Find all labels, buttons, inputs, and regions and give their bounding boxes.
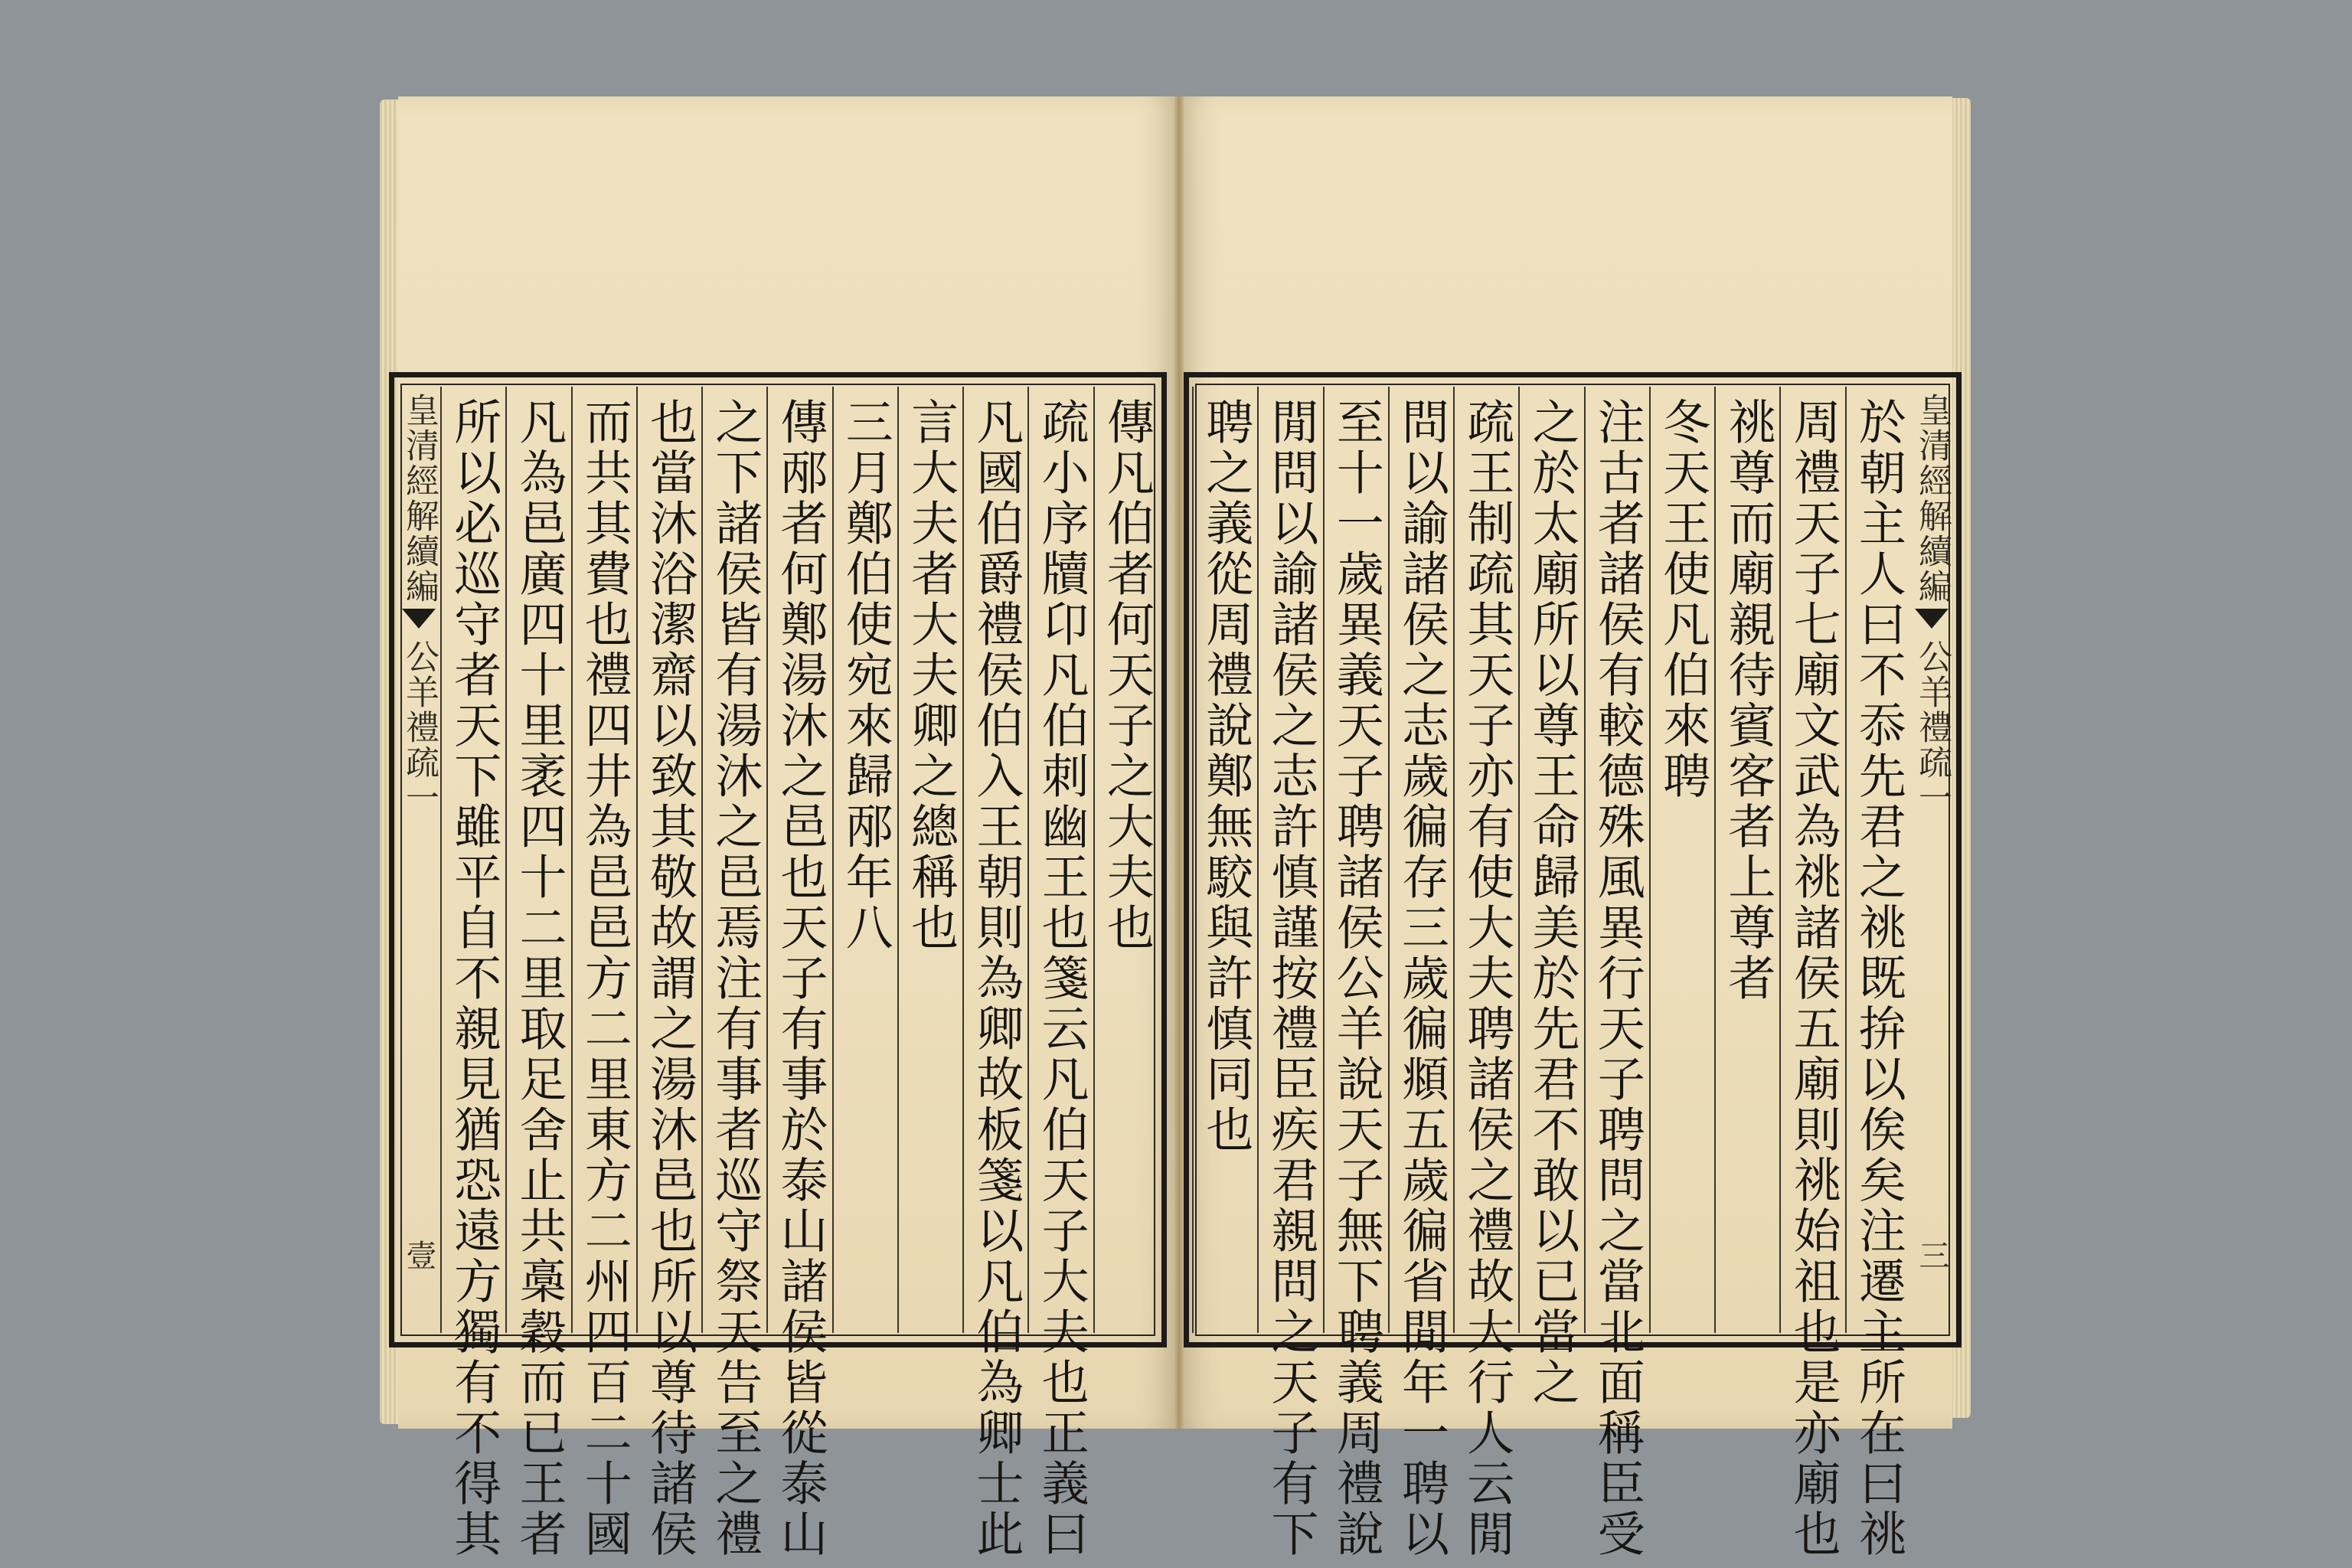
text-column: 冬天王使凡伯來聘: [1649, 387, 1714, 1333]
text-column: 疏王制疏其天子亦有使大夫聘諸侯之禮故大行人云閒: [1453, 387, 1518, 1333]
text-column: 之於太廟所以尊王命歸美於先君不敢以已當之: [1518, 387, 1583, 1333]
text-column: 三月鄭伯使宛來歸邴年八: [832, 387, 897, 1333]
right-page-text-frame: [1184, 372, 1962, 1560]
fish-tail-mark: [1915, 609, 1949, 629]
text-column: 之下諸侯皆有湯沐之邑焉注有事者巡守祭天告至之禮: [701, 387, 766, 1333]
right-page-columns: [1192, 387, 1910, 1560]
fish-tail-mark: [402, 609, 436, 629]
text-column: 傳凡伯者何天子之大夫也: [1093, 387, 1158, 1333]
text-column: 周禮天子七廟文武為祧諸侯五廟則祧始祖也是亦廟也: [1779, 387, 1844, 1333]
right-edge-title: 皇清經解續編: [1913, 393, 1952, 604]
text-column: 而共其費也禮四井為邑邑方二里東方二州四百二十國: [571, 387, 636, 1333]
left-edge-title: 皇清經解續編: [400, 393, 439, 604]
text-column: 疏小序牘卬凡伯刺幽王也箋云凡伯天子大夫也正義曰: [1027, 387, 1093, 1333]
text-column: 言大夫者大夫卿之總稱也: [897, 387, 962, 1333]
right-page-edge-strip: [1913, 387, 1950, 1333]
text-column: 閒問以諭諸侯之志許慎謹按禮臣疾君親問之天子有下: [1257, 387, 1322, 1333]
text-column: 聘之義從周禮說鄭無駮與許慎同也: [1192, 387, 1257, 1333]
book-gutter: [1174, 96, 1184, 1429]
left-page-columns: [440, 387, 1158, 1560]
text-column: 注古者諸侯有較德殊風異行天子聘問之當北面稱臣受: [1584, 387, 1649, 1333]
text-column: 凡國伯爵禮侯伯入王朝則為卿故板箋以凡伯為卿士此: [962, 387, 1027, 1333]
left-edge-subtitle: 公羊禮疏一: [400, 639, 439, 815]
text-column: 所以必巡守者天下雖平自不親見猶恐遠方獨有不得其: [440, 387, 505, 1333]
right-edge-leaf-number: 三: [1914, 1240, 1949, 1272]
left-page-text-frame: [389, 372, 1167, 1560]
text-column: 問以諭諸侯之志歲徧存三歲徧頫五歲徧省閒年一聘以: [1388, 387, 1453, 1333]
left-page-edge-strip: [400, 387, 437, 1333]
left-edge-leaf-number: 壹: [401, 1240, 436, 1272]
text-column: 祧尊而廟親待賓客者上尊者: [1714, 387, 1779, 1333]
text-column: 至十一歲異義天子聘諸侯公羊說天子無下聘義周禮說: [1323, 387, 1388, 1333]
text-column: 於朝主人曰不忝先君之祧既拚以俟矣注遷主所在曰祧: [1845, 387, 1910, 1333]
right-edge-subtitle: 公羊禮疏一: [1913, 639, 1952, 815]
text-column: 凡為邑廣四十里袤四十二里取足舍止共槀穀而已王者: [505, 387, 570, 1333]
text-column: 也當沐浴潔齋以致其敬故謂之湯沐邑也所以尊待諸侯: [636, 387, 701, 1333]
text-column: 傳邴者何鄭湯沐之邑也天子有事於泰山諸侯皆從泰山: [766, 387, 831, 1333]
